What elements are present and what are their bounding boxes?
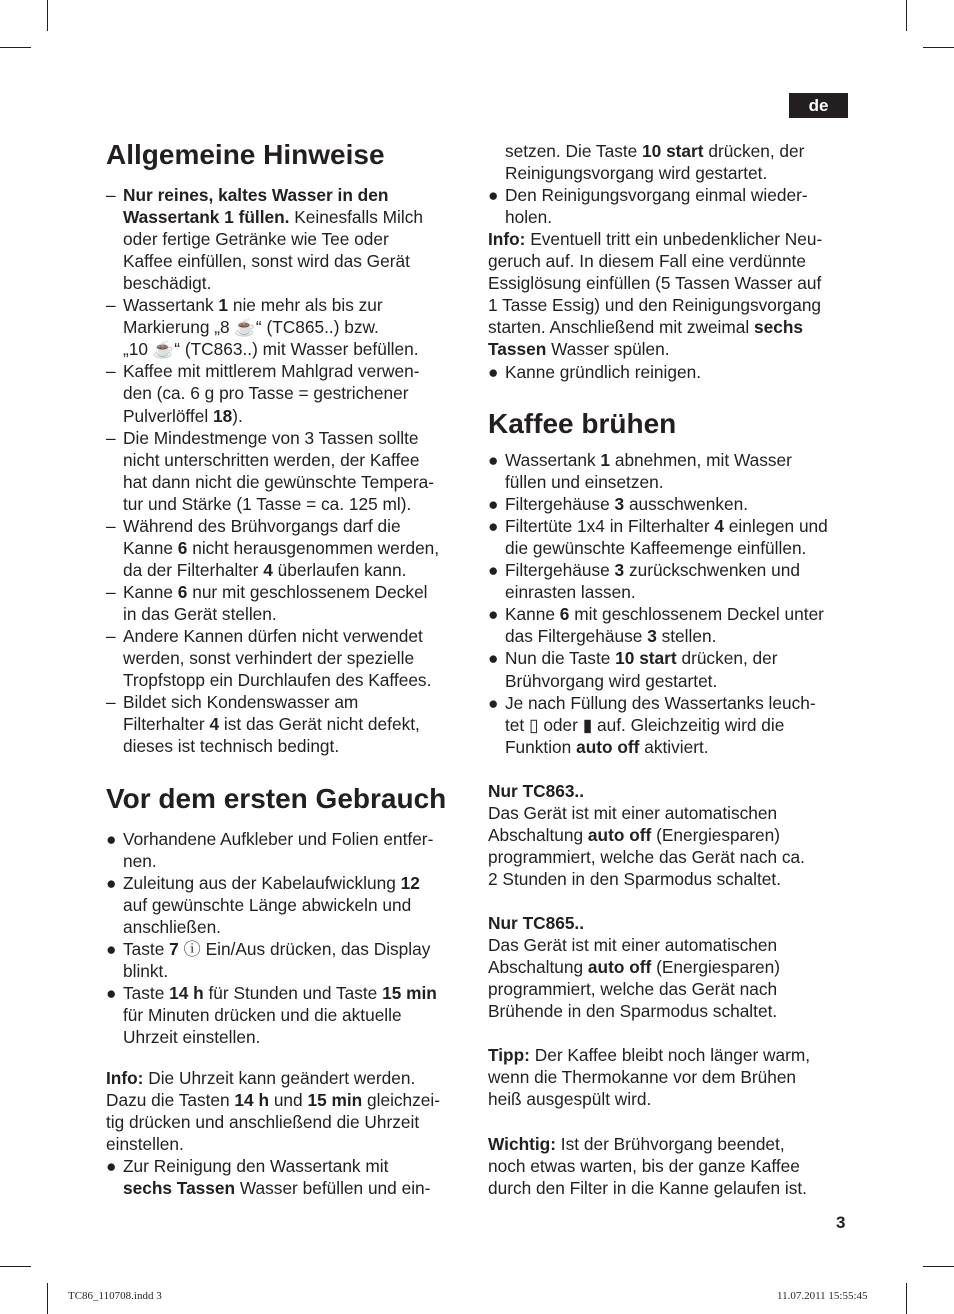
list-marker: ●: [488, 604, 499, 625]
list-marker: ●: [106, 1156, 117, 1177]
line-text: da der Filterhalter 4 überlaufen kann.: [123, 559, 407, 580]
line-text: beschädigt.: [123, 273, 212, 294]
list-marker: ●: [488, 692, 499, 713]
list-marker: –: [106, 427, 116, 448]
line-text: für Minuten drücken und die aktuelle: [123, 1005, 402, 1026]
line-text: heiß ausgespült wird.: [488, 1089, 652, 1110]
line-text: 1 Tasse Essig) und den Reinigungsvorgang: [488, 295, 822, 316]
line-text: programmiert, welche das Gerät nach: [488, 979, 778, 1000]
line-text: tet ▯ oder ▮ auf. Gleichzeitig wird die: [505, 714, 785, 735]
line-text: Je nach Füllung des Wassertanks leuch-: [505, 692, 816, 713]
line-text: „10 ☕“ (TC863..) mit Wasser befüllen.: [123, 339, 419, 360]
line-text: den (ca. 6 g pro Tasse = gestrichener: [123, 383, 409, 404]
line-text: Das Gerät ist mit einer automatischen: [488, 935, 778, 956]
list-marker: ●: [488, 560, 499, 581]
line-text: Filtertüte 1x4 in Filterhalter 4 einlegen und: [505, 516, 828, 537]
footer-file: TC86_110708.indd 3: [68, 1290, 162, 1302]
crop-mark: [923, 47, 954, 48]
crop-mark: [47, 1283, 48, 1314]
line-text: Kaffee einfüllen, sonst wird das Gerät: [123, 251, 410, 272]
line-text: einstellen.: [106, 1134, 184, 1155]
line-text: Tropfstopp ein Durchlaufen des Kaffees.: [123, 670, 432, 691]
line-text: Filterhalter 4 ist das Gerät nicht defekt,: [123, 714, 420, 735]
line-text: Andere Kannen dürfen nicht verwendet: [123, 626, 423, 646]
line-text: Brühende in den Sparmodus schaltet.: [488, 1001, 778, 1022]
line-text: das Filtergehäuse 3 stellen.: [505, 626, 717, 647]
line-text: Abschaltung auto off (Energiesparen): [488, 957, 780, 978]
heading-vor-dem-ersten-gebrauch: Vor dem ersten Gebrauch: [106, 783, 447, 814]
line-text: holen.: [505, 207, 553, 228]
list-marker: ●: [488, 361, 499, 382]
crop-mark: [0, 47, 31, 48]
line-text: geruch auf. In diesem Fall eine verdünnte: [488, 251, 806, 272]
line-text: Während des Brühvorgangs darf die: [123, 515, 401, 536]
line-text: noch etwas warten, bis der ganze Kaffee: [488, 1155, 800, 1176]
line-text: nicht unterschritten werden, der Kaffee: [123, 449, 420, 470]
list-marker: ●: [106, 829, 117, 849]
line-text: sechs Tassen Wasser befüllen und ein-: [123, 1178, 431, 1199]
heading-allgemeine-hinweise: Allgemeine Hinweise: [106, 139, 385, 170]
list-marker: ●: [106, 939, 117, 960]
list-marker: ●: [488, 494, 499, 515]
line-text: Uhrzeit einstellen.: [123, 1027, 261, 1048]
line-text: Tassen Wasser spülen.: [488, 339, 670, 360]
line-text: programmiert, welche das Gerät nach ca.: [488, 846, 805, 867]
line-text: Wassertank 1 füllen. Keinesfalls Milch: [123, 207, 423, 228]
line-text: Den Reinigungsvorgang einmal wieder-: [505, 185, 808, 206]
line-text: blinkt.: [123, 961, 169, 982]
list-marker: ●: [488, 648, 499, 669]
crop-mark: [923, 1266, 954, 1267]
line-text: Markierung „8 ☕“ (TC865..) bzw.: [123, 317, 379, 338]
list-marker: –: [106, 581, 116, 602]
line-text: oder fertige Getränke wie Tee oder: [123, 229, 389, 250]
line-text: nen.: [123, 851, 157, 872]
line-text: Taste 14 h für Stunden und Taste 15 min: [123, 983, 437, 1004]
line-text: Reinigungsvorgang wird gestartet.: [505, 163, 768, 184]
list-marker: ●: [106, 983, 117, 1004]
line-text: Dazu die Tasten 14 h und 15 min gleichzei-: [106, 1090, 441, 1111]
crop-mark: [906, 1283, 907, 1314]
line-text: werden, sonst verhindert der spezielle: [123, 648, 415, 669]
line-text: tur und Stärke (1 Tasse = ca. 125 ml).: [123, 493, 412, 514]
line-text: Kanne 6 nur mit geschlossenem Deckel: [123, 581, 428, 602]
crop-mark: [0, 1266, 31, 1267]
list-marker: –: [106, 626, 116, 646]
line-text: Das Gerät ist mit einer automatischen: [488, 802, 778, 823]
line-text: Die Mindestmenge von 3 Tassen sollte: [123, 427, 419, 448]
line-text: Filtergehäuse 3 ausschwenken.: [505, 494, 749, 515]
language-badge: de: [789, 93, 848, 118]
list-marker: ●: [488, 450, 499, 470]
list-marker: –: [106, 515, 116, 536]
heading-kaffee-bruehen: Kaffee brühen: [488, 408, 677, 439]
line-text: Taste 7 ⓘ Ein/Aus drücken, das Display: [123, 939, 431, 960]
list-marker: –: [106, 361, 116, 382]
list-marker: ●: [106, 873, 117, 894]
line-text: Brühvorgang wird gestartet.: [505, 670, 718, 691]
line-text: Kaffee mit mittlerem Mahlgrad verwen-: [123, 361, 420, 382]
page-number: 3: [836, 1213, 846, 1232]
line-text: in das Gerät stellen.: [123, 603, 277, 624]
footer-datetime: 11.07.2011 15:55:45: [777, 1290, 868, 1302]
line-text: Funktion auto off aktiviert.: [505, 736, 709, 757]
line-text: Filtergehäuse 3 zurückschwenken und: [505, 560, 800, 581]
line-text: Wichtig: Ist der Brühvorgang beendet,: [488, 1133, 785, 1154]
line-text: Nur TC863..: [488, 780, 585, 801]
line-text: einrasten lassen.: [505, 582, 636, 603]
line-text: auf gewünschte Länge abwickeln und: [123, 895, 412, 916]
line-text: Vorhandene Aufkleber und Folien entfer-: [123, 829, 434, 849]
line-text: dieses ist technisch bedingt.: [123, 736, 340, 757]
line-text: starten. Anschließend mit zweimal sechs: [488, 317, 804, 338]
line-text: die gewünschte Kaffeemenge einfüllen.: [505, 538, 807, 559]
list-marker: –: [106, 185, 116, 205]
line-text: Wassertank 1 nie mehr als bis zur: [123, 295, 383, 316]
crop-mark: [906, 0, 907, 31]
line-text: Info: Die Uhrzeit kann geändert werden.: [106, 1068, 416, 1088]
list-marker: –: [106, 295, 116, 316]
list-marker: ●: [488, 185, 499, 206]
line-text: Kanne 6 nicht herausgenommen werden,: [123, 537, 440, 558]
line-text: Essiglösung einfüllen (5 Tassen Wasser auf: [488, 273, 822, 294]
line-text: Nun die Taste 10 start drücken, der: [505, 648, 778, 669]
line-text: Zuleitung aus der Kabelaufwicklung 12: [123, 873, 420, 894]
line-text: tig drücken und anschließend die Uhrzeit: [106, 1112, 420, 1133]
line-text: Bildet sich Kondenswasser am: [123, 692, 359, 713]
line-text: durch den Filter in die Kanne gelaufen ist.: [488, 1177, 807, 1198]
crop-mark: [47, 0, 48, 31]
line-text: füllen und einsetzen.: [505, 472, 664, 493]
line-text: Wassertank 1 abnehmen, mit Wasser: [505, 450, 792, 470]
line-text: hat dann nicht die gewünschte Tempera-: [123, 471, 434, 492]
list-marker: ●: [488, 516, 499, 537]
list-marker: –: [106, 692, 116, 713]
line-text: Zur Reinigung den Wassertank mit: [123, 1156, 389, 1177]
line-text: Tipp: Der Kaffee bleibt noch länger warm,: [488, 1045, 811, 1066]
line-text: Kanne gründlich reinigen.: [505, 361, 701, 382]
line-text: Nur TC865..: [488, 913, 585, 934]
line-text: Pulverlöffel 18).: [123, 405, 243, 426]
line-text: Nur reines, kaltes Wasser in den: [123, 185, 389, 205]
line-text: Abschaltung auto off (Energiesparen): [488, 824, 780, 845]
line-text: 2 Stunden in den Sparmodus schaltet.: [488, 868, 782, 889]
line-text: Kanne 6 mit geschlossenem Deckel unter: [505, 604, 824, 625]
line-text: Info: Eventuell tritt ein unbedenklicher Neu-: [488, 229, 823, 250]
line-text: wenn die Thermokanne vor dem Brühen: [488, 1067, 797, 1088]
line-text: setzen. Die Taste 10 start drücken, der: [505, 141, 805, 161]
line-text: anschließen.: [123, 917, 221, 938]
